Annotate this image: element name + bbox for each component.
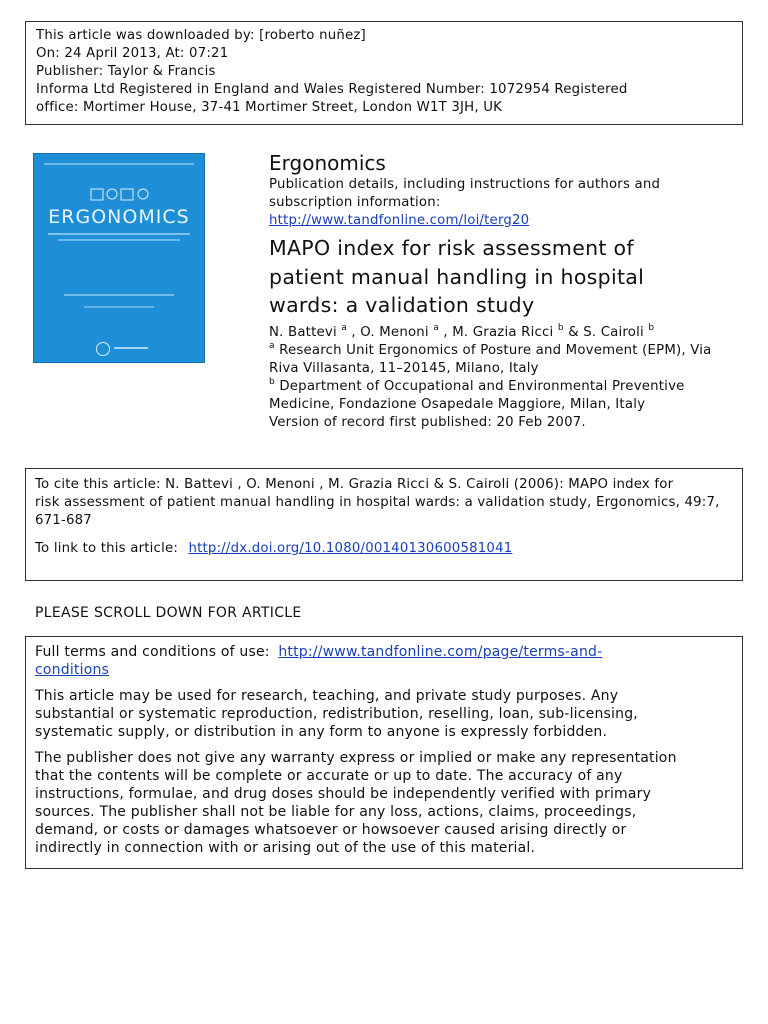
article-title-line: MAPO index for risk assessment of: [269, 236, 634, 260]
article-title: [269, 234, 739, 320]
cover-text-placeholder: [44, 163, 194, 165]
paragraph-line: demand, or costs or damages whatsoever or howsoever caused arising directly or: [35, 822, 627, 838]
affiliation-a: [269, 342, 739, 360]
citation-line: To cite this article: N. Battevi , O. Menoni , M. Grazia Ricci & S. Cairoli (2006): MAPO index for: [35, 477, 674, 492]
article-metadata: [269, 150, 739, 432]
article-title-line: patient manual handling in hospital: [269, 264, 645, 289]
affiliation-text: Department of Occupational and Environmental Preventive: [279, 378, 685, 394]
doi-link[interactable]: http://dx.doi.org/10.1080/00140130600581041: [188, 541, 513, 556]
author-list: [269, 324, 739, 342]
author-affiliation-marker: b: [557, 322, 564, 333]
affiliation-b: [269, 378, 739, 396]
journal-cover-image: [33, 153, 205, 363]
terms-intro: [35, 643, 733, 679]
download-notice-line: On: 24 April 2013, At: 07:21: [36, 46, 229, 61]
citation-link-row: [35, 540, 733, 558]
cover-text-placeholder: [84, 306, 154, 308]
affiliation-marker: b: [269, 376, 275, 387]
version-of-record: Version of record first published: 20 Feb 2007.: [269, 414, 586, 430]
paragraph-line: that the contents will be complete or accurate or up to date. The accuracy of any: [35, 768, 623, 784]
cover-figures-icon: [90, 187, 152, 201]
affiliation-marker: a: [269, 340, 275, 351]
paragraph-line: The publisher does not give any warranty express or implied or make any representation: [35, 750, 677, 766]
paragraph-line: This article may be used for research, teaching, and private study purposes. Any: [35, 688, 619, 704]
citation-box: [25, 468, 743, 581]
citation-line: 671-687: [35, 513, 92, 528]
download-notice-line: Publisher: Taylor & Francis: [36, 64, 216, 79]
citation-link-label: To link to this article:: [35, 541, 179, 556]
terms-intro-label: Full terms and conditions of use:: [35, 644, 270, 660]
journal-link[interactable]: http://www.tandfonline.com/loi/terg20: [269, 213, 530, 228]
terms-link-cont[interactable]: conditions: [35, 662, 110, 678]
author-separator: &: [563, 324, 584, 340]
author-separator: ,: [347, 324, 361, 340]
author-name: O. Menoni: [360, 324, 429, 340]
author-name: M. Grazia Ricci: [452, 324, 554, 340]
cover-text-placeholder: [48, 233, 190, 235]
citation-line: risk assessment of patient manual handling in hospital wards: a validation study, Ergonomics, 49:7,: [35, 495, 720, 510]
affiliation-a-cont: Riva Villasanta, 11–20145, Milano, Italy: [269, 360, 539, 376]
affiliation-text: Research Unit Ergonomics of Posture and Movement (EPM), Via: [279, 342, 712, 358]
cover-text-placeholder: [114, 347, 148, 349]
paragraph-line: indirectly in connection with or arising out of the use of this material.: [35, 840, 536, 856]
cover-title: ERGONOMICS: [48, 206, 190, 228]
terms-intro-line: [35, 643, 733, 661]
terms-box: [25, 636, 743, 869]
journal-details: subscription information:: [269, 195, 441, 210]
paragraph-line: substantial or systematic reproduction, redistribution, reselling, loan, sub-licensing,: [35, 706, 638, 722]
paragraph-line: instructions, formulae, and drug doses should be independently verified with primary: [35, 786, 652, 802]
scroll-notice: PLEASE SCROLL DOWN FOR ARTICLE: [35, 605, 302, 621]
disclaimer-paragraph: [35, 749, 733, 857]
author-name: S. Cairoli: [583, 324, 644, 340]
download-notice-box: [25, 21, 743, 125]
paragraph-line: systematic supply, or distribution in any form to anyone is expressly forbidden.: [35, 724, 608, 740]
terms-link[interactable]: http://www.tandfonline.com/page/terms-and-: [278, 644, 603, 660]
usage-paragraph: [35, 687, 733, 741]
journal-name: Ergonomics: [269, 151, 386, 175]
author-name: N. Battevi: [269, 324, 337, 340]
author-affiliation-marker: a: [433, 322, 439, 333]
download-notice-line: office: Mortimer House, 37-41 Mortimer Street, London W1T 3JH, UK: [36, 100, 503, 115]
author-affiliation-marker: a: [341, 322, 347, 333]
paragraph-line: sources. The publisher shall not be liable for any loss, actions, claims, proceedings,: [35, 804, 637, 820]
article-title-line: wards: a validation study: [269, 293, 535, 317]
journal-details: Publication details, including instructions for authors and: [269, 177, 661, 192]
download-notice-line: This article was downloaded by: [roberto nuñez]: [36, 28, 366, 43]
publisher-logo-icon: [96, 342, 110, 356]
cover-text-placeholder: [58, 239, 180, 241]
author-affiliation-marker: b: [648, 322, 655, 333]
affiliation-b-cont: Medicine, Fondazione Osapedale Maggiore, Milan, Italy: [269, 396, 646, 412]
download-notice-line: Informa Ltd Registered in England and Wales Registered Number: 1072954 Registered: [36, 82, 628, 97]
cover-text-placeholder: [64, 294, 174, 296]
author-separator: ,: [438, 324, 453, 340]
